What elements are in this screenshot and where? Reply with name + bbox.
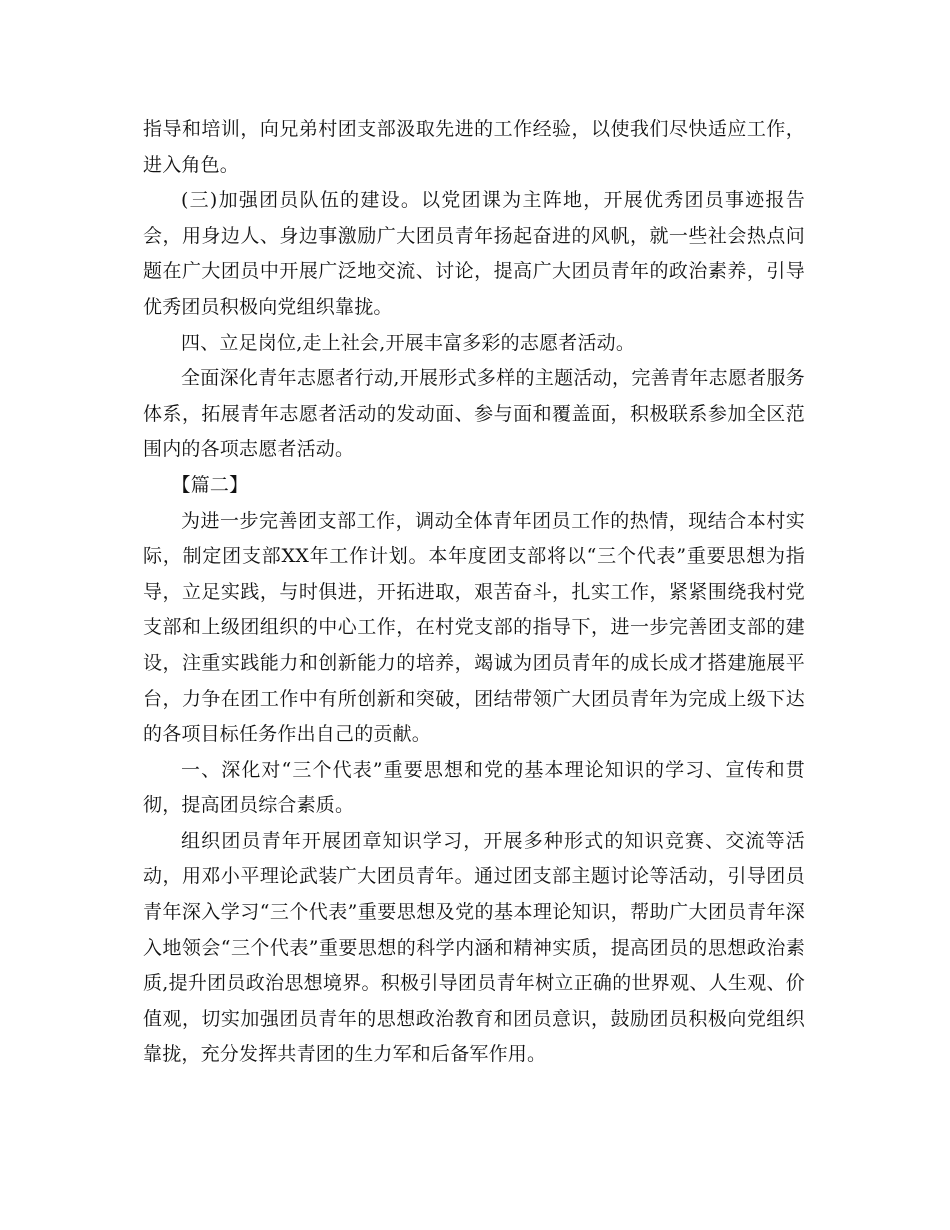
- paragraph-continuation: 指导和培训，向兄弟村团支部汲取先进的工作经验，以使我们尽快适应工作，进入角色。: [143, 118, 805, 176]
- paragraph-theory-study: 组织团员青年开展团章知识学习，开展多种形式的知识竞赛、交流等活动，用邓小平理论武装广大团员青年。通过团支部主题讨论等活动，引导团员青年深入学习“三个代表”重要思想及党的基本理论知识，帮助广大团员青年深入地领会“三个代表”重要思想的科学内涵和精神实质，提高团员的思想政治素质,提升团员政治思想境界。积极引导团员青年树立正确的世界观、人生观、价值观，切实加强团员青年的思想政治教育和团员意识，鼓励团员积极向党组织靠拢，充分发挥共青团的生力军和后备军作用。: [143, 829, 805, 1066]
- paragraph-team-building: (三)加强团员队伍的建设。以党团课为主阵地，开展优秀团员事迹报告会，用身边人、身边事激励广大团员青年扬起奋进的风帆，就一些社会热点问题在广大团员中开展广泛地交流、讨论，提高广大团员青年的政治素养，引导优秀团员积极向党组织靠拢。: [143, 189, 805, 318]
- section-heading-volunteer: 四、立足岗位,走上社会,开展丰富多彩的志愿者活动。: [181, 331, 636, 354]
- section-heading-theory: 一、深化对“三个代表”重要思想和党的基本理论知识的学习、宣传和贯彻，提高团员综合素质。: [143, 758, 805, 817]
- paragraph-volunteer: 全面深化青年志愿者行动,开展形式多样的主题活动，完善青年志愿者服务体系，拓展青年志愿者活动的发动面、参与面和覆盖面，积极联系参加全区范围内的各项志愿者活动。: [143, 367, 805, 461]
- paragraph-plan-intro: 为进一步完善团支部工作，调动全体青年团员工作的热情，现结合本村实际，制定团支部XX年工作计划。本年度团支部将以“三个代表”重要思想为指导，立足实践，与时俱进，开拓进取，艰苦奋斗，扎实工作，紧紧围绕我村党支部和上级团组织的中心工作，在村党支部的指导下，进一步完善团支部的建设，注重实践能力和创新能力的培养，竭诚为团员青年的成长成才搭建施展平台，力争在团工作中有所创新和突破，团结带领广大团员青年为完成上级下达的各项目标任务作出自己的贡献。: [143, 509, 805, 746]
- part-heading: 【篇二】: [171, 473, 249, 496]
- document-body: [143, 112, 805, 1073]
